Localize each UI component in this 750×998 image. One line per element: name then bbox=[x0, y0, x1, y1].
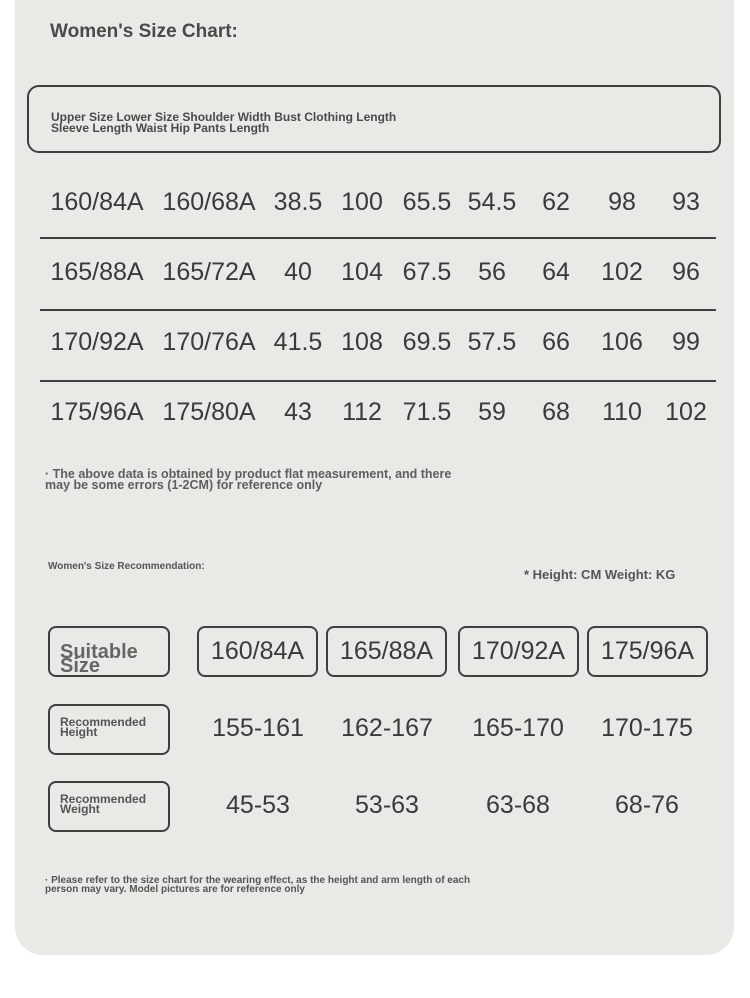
size-box: 165/88A bbox=[326, 626, 447, 677]
table-cell: 104 bbox=[341, 258, 383, 286]
table-cell: 165/88A bbox=[50, 258, 144, 286]
table-cell: 170/76A bbox=[162, 328, 256, 356]
measurement-note: · The above data is obtained by product flat measurement, and there may be some errors (1-2CM) for reference only bbox=[45, 467, 452, 492]
table-cell: 67.5 bbox=[402, 258, 452, 286]
table-row bbox=[40, 380, 716, 450]
table-cell: 112 bbox=[342, 398, 382, 426]
table-cell: 108 bbox=[341, 328, 383, 356]
table-cell: 59 bbox=[478, 398, 506, 426]
weight-value: 68-76 bbox=[615, 791, 679, 819]
height-value: 155-161 bbox=[212, 714, 304, 742]
table-cell: 165/72A bbox=[162, 258, 256, 286]
table-cell: 102 bbox=[601, 258, 643, 286]
recommended-height-label bbox=[48, 704, 170, 755]
weight-value: 53-63 bbox=[355, 791, 419, 819]
table-cell: 170/92A bbox=[50, 328, 144, 356]
table-cell: 68 bbox=[542, 398, 570, 426]
table-cell: 57.5 bbox=[467, 328, 517, 356]
table-cell: 106 bbox=[601, 328, 643, 356]
table-cell: 62 bbox=[542, 188, 570, 216]
page-title: Women's Size Chart: bbox=[50, 21, 238, 42]
table-cell: 43 bbox=[284, 398, 312, 426]
wearing-note: · Please refer to the size chart for the wearing effect, as the height and arm length of each person may vary. Model pictures are for reference only bbox=[45, 875, 471, 895]
recommended-weight-label-text: Recommended Weight bbox=[60, 792, 147, 816]
table-cell: 41.5 bbox=[273, 328, 323, 356]
table-cell: 175/96A bbox=[50, 398, 144, 426]
recommended-weight-label bbox=[48, 781, 170, 832]
size-box: 170/92A bbox=[458, 626, 579, 677]
height-value: 165-170 bbox=[472, 714, 564, 742]
table-cell: 96 bbox=[672, 258, 700, 286]
recommended-height-label-text: Recommended Height bbox=[60, 715, 147, 739]
size-box: 160/84A bbox=[197, 626, 318, 677]
table-cell: 40 bbox=[284, 258, 312, 286]
size-box: 175/96A bbox=[587, 626, 708, 677]
table-header-text: Upper Size Lower Size Shoulder Width Bust Clothing Length Sleeve Length Waist Hip Pants Length bbox=[51, 110, 397, 135]
table-cell: 69.5 bbox=[402, 328, 452, 356]
table-cell: 160/68A bbox=[162, 188, 256, 216]
table-cell: 160/84A bbox=[50, 188, 144, 216]
units-note: * Height: CM Weight: KG bbox=[524, 567, 676, 582]
table-cell: 102 bbox=[665, 398, 707, 426]
table-cell: 66 bbox=[542, 328, 570, 356]
table-cell: 110 bbox=[602, 398, 642, 426]
table-cell: 93 bbox=[672, 188, 700, 216]
table-cell: 64 bbox=[542, 258, 570, 286]
weight-value: 45-53 bbox=[226, 791, 290, 819]
height-value: 162-167 bbox=[341, 714, 433, 742]
table-cell: 38.5 bbox=[273, 188, 323, 216]
recommendation-title: Women's Size Recommendation: bbox=[48, 561, 205, 572]
table-row bbox=[40, 310, 716, 380]
table-cell: 98 bbox=[608, 188, 636, 216]
table-row bbox=[40, 170, 716, 240]
table-header-box bbox=[27, 85, 721, 153]
table-cell: 65.5 bbox=[402, 188, 452, 216]
table-cell: 71.5 bbox=[402, 398, 452, 426]
table-cell: 54.5 bbox=[467, 188, 517, 216]
weight-value: 63-68 bbox=[486, 791, 550, 819]
table-cell: 99 bbox=[672, 328, 700, 356]
height-value: 170-175 bbox=[601, 714, 693, 742]
suitable-size-label bbox=[48, 626, 170, 677]
table-row bbox=[40, 240, 716, 310]
table-cell: 56 bbox=[478, 258, 506, 286]
table-cell: 175/80A bbox=[162, 398, 256, 426]
row-divider bbox=[40, 237, 716, 239]
suitable-size-label-text: Suitable Size bbox=[60, 641, 138, 677]
table-cell: 100 bbox=[341, 188, 383, 216]
